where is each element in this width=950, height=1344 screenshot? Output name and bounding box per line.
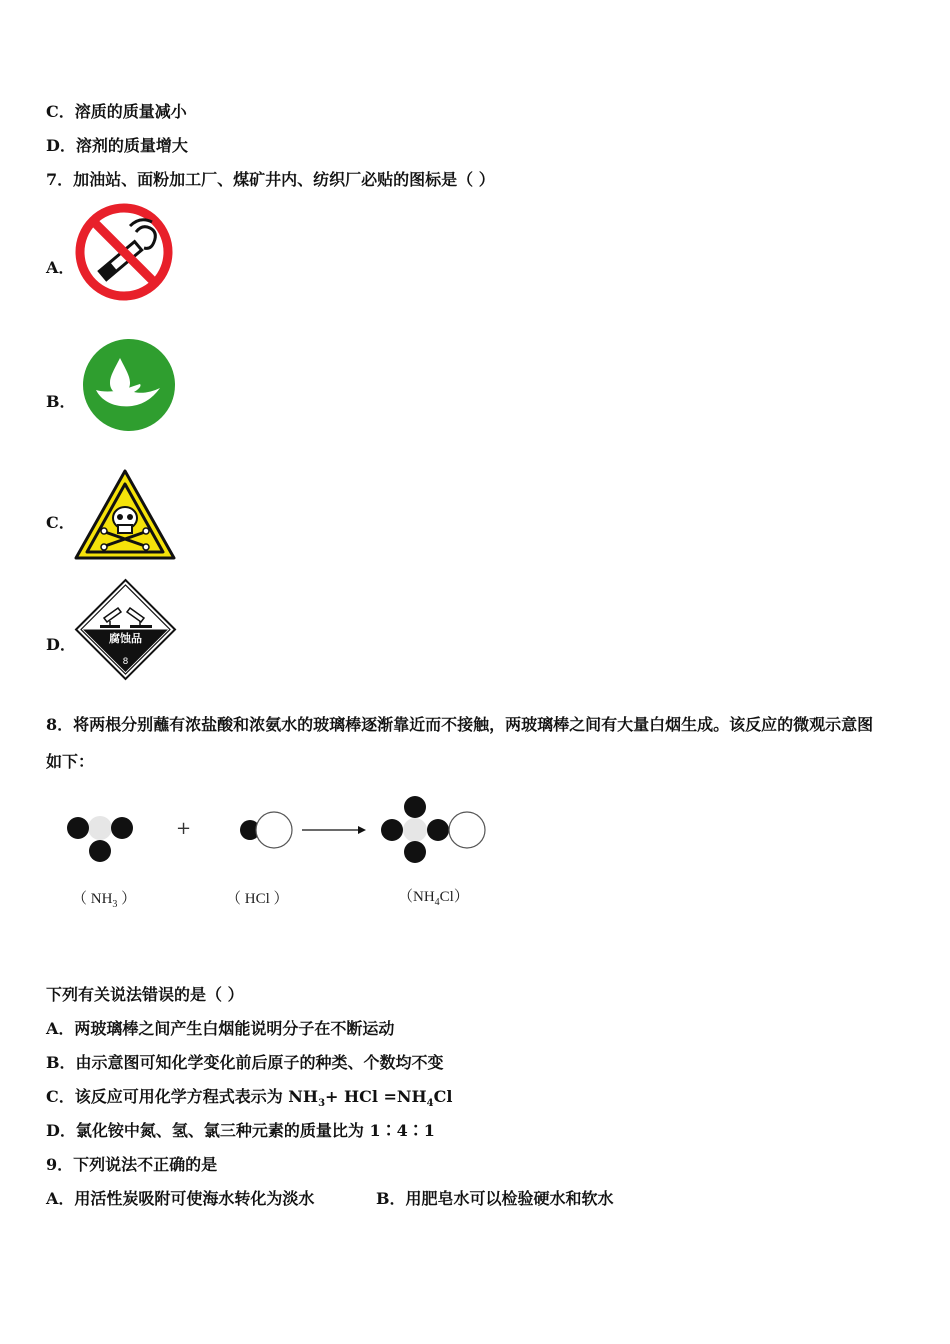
q7-stem: 7．加油站、面粉加工厂、煤矿井内、纺织厂必贴的图标是（ ） [46, 170, 495, 189]
hcl-molecule [240, 812, 292, 848]
q9-option-a: A．用活性炭吸附可使海水转化为淡水 [46, 1189, 315, 1208]
q6-option-d: D．溶剂的质量增大 [46, 136, 188, 155]
q8-ask: 下列有关说法错误的是（ ） [46, 985, 244, 1004]
reaction-microscopic-diagram [60, 790, 500, 870]
toxic-skull-warning-icon [73, 468, 177, 562]
hcl-label: （ HCl ） [226, 891, 289, 907]
q8-option-c: C．该反应可用化学方程式表示为 $NH_3+$ HCl $=NH_4Cl$ [46, 1087, 453, 1110]
corrosive-label: 腐蚀品 [109, 632, 142, 645]
corrosive-hazard-diamond-icon [74, 578, 177, 681]
q7-option-d-label: D． [46, 635, 76, 654]
nh4cl-label: $(NH_4Cl)$ [398, 889, 469, 908]
q7-option-b-label: B． [46, 392, 76, 411]
q8-stem-line-2: 如下： [46, 752, 95, 771]
nh4cl-molecule [381, 796, 485, 863]
q8-option-b: B．由示意图可知化学变化前后原子的种类、个数均不变 [46, 1053, 444, 1072]
q7-option-a-label: A． [46, 258, 75, 277]
q9-stem: 9．下列说法不正确的是 [46, 1155, 218, 1174]
q8-option-a: A．两玻璃棒之间产生白烟能说明分子在不断运动 [46, 1019, 395, 1038]
q8-option-d: D．氯化铵中氮、氢、氯三种元素的质量比为 1∶4∶1 [46, 1121, 435, 1140]
q8-stem-line-1: 8．将两根分别蘸有浓盐酸和浓氨水的玻璃棒逐渐靠近而不接触，两玻璃棒之间有大量白烟生成。该反应的微观示意图 [46, 715, 874, 734]
hazard-class-number: 8 [122, 657, 129, 667]
reaction-arrow [302, 826, 366, 834]
q6-option-c: C．溶质的质量减小 [46, 102, 187, 121]
nh3-molecule [67, 816, 133, 862]
q9-option-b: B．用肥皂水可以检验硬水和软水 [376, 1189, 614, 1208]
water-saving-sign-icon [82, 338, 176, 432]
nh3-label: （ $NH_3$ ） [72, 891, 137, 910]
plus-sign: + [176, 818, 192, 839]
no-smoking-sign-icon [74, 202, 174, 302]
q7-option-c-label: C． [46, 513, 75, 532]
